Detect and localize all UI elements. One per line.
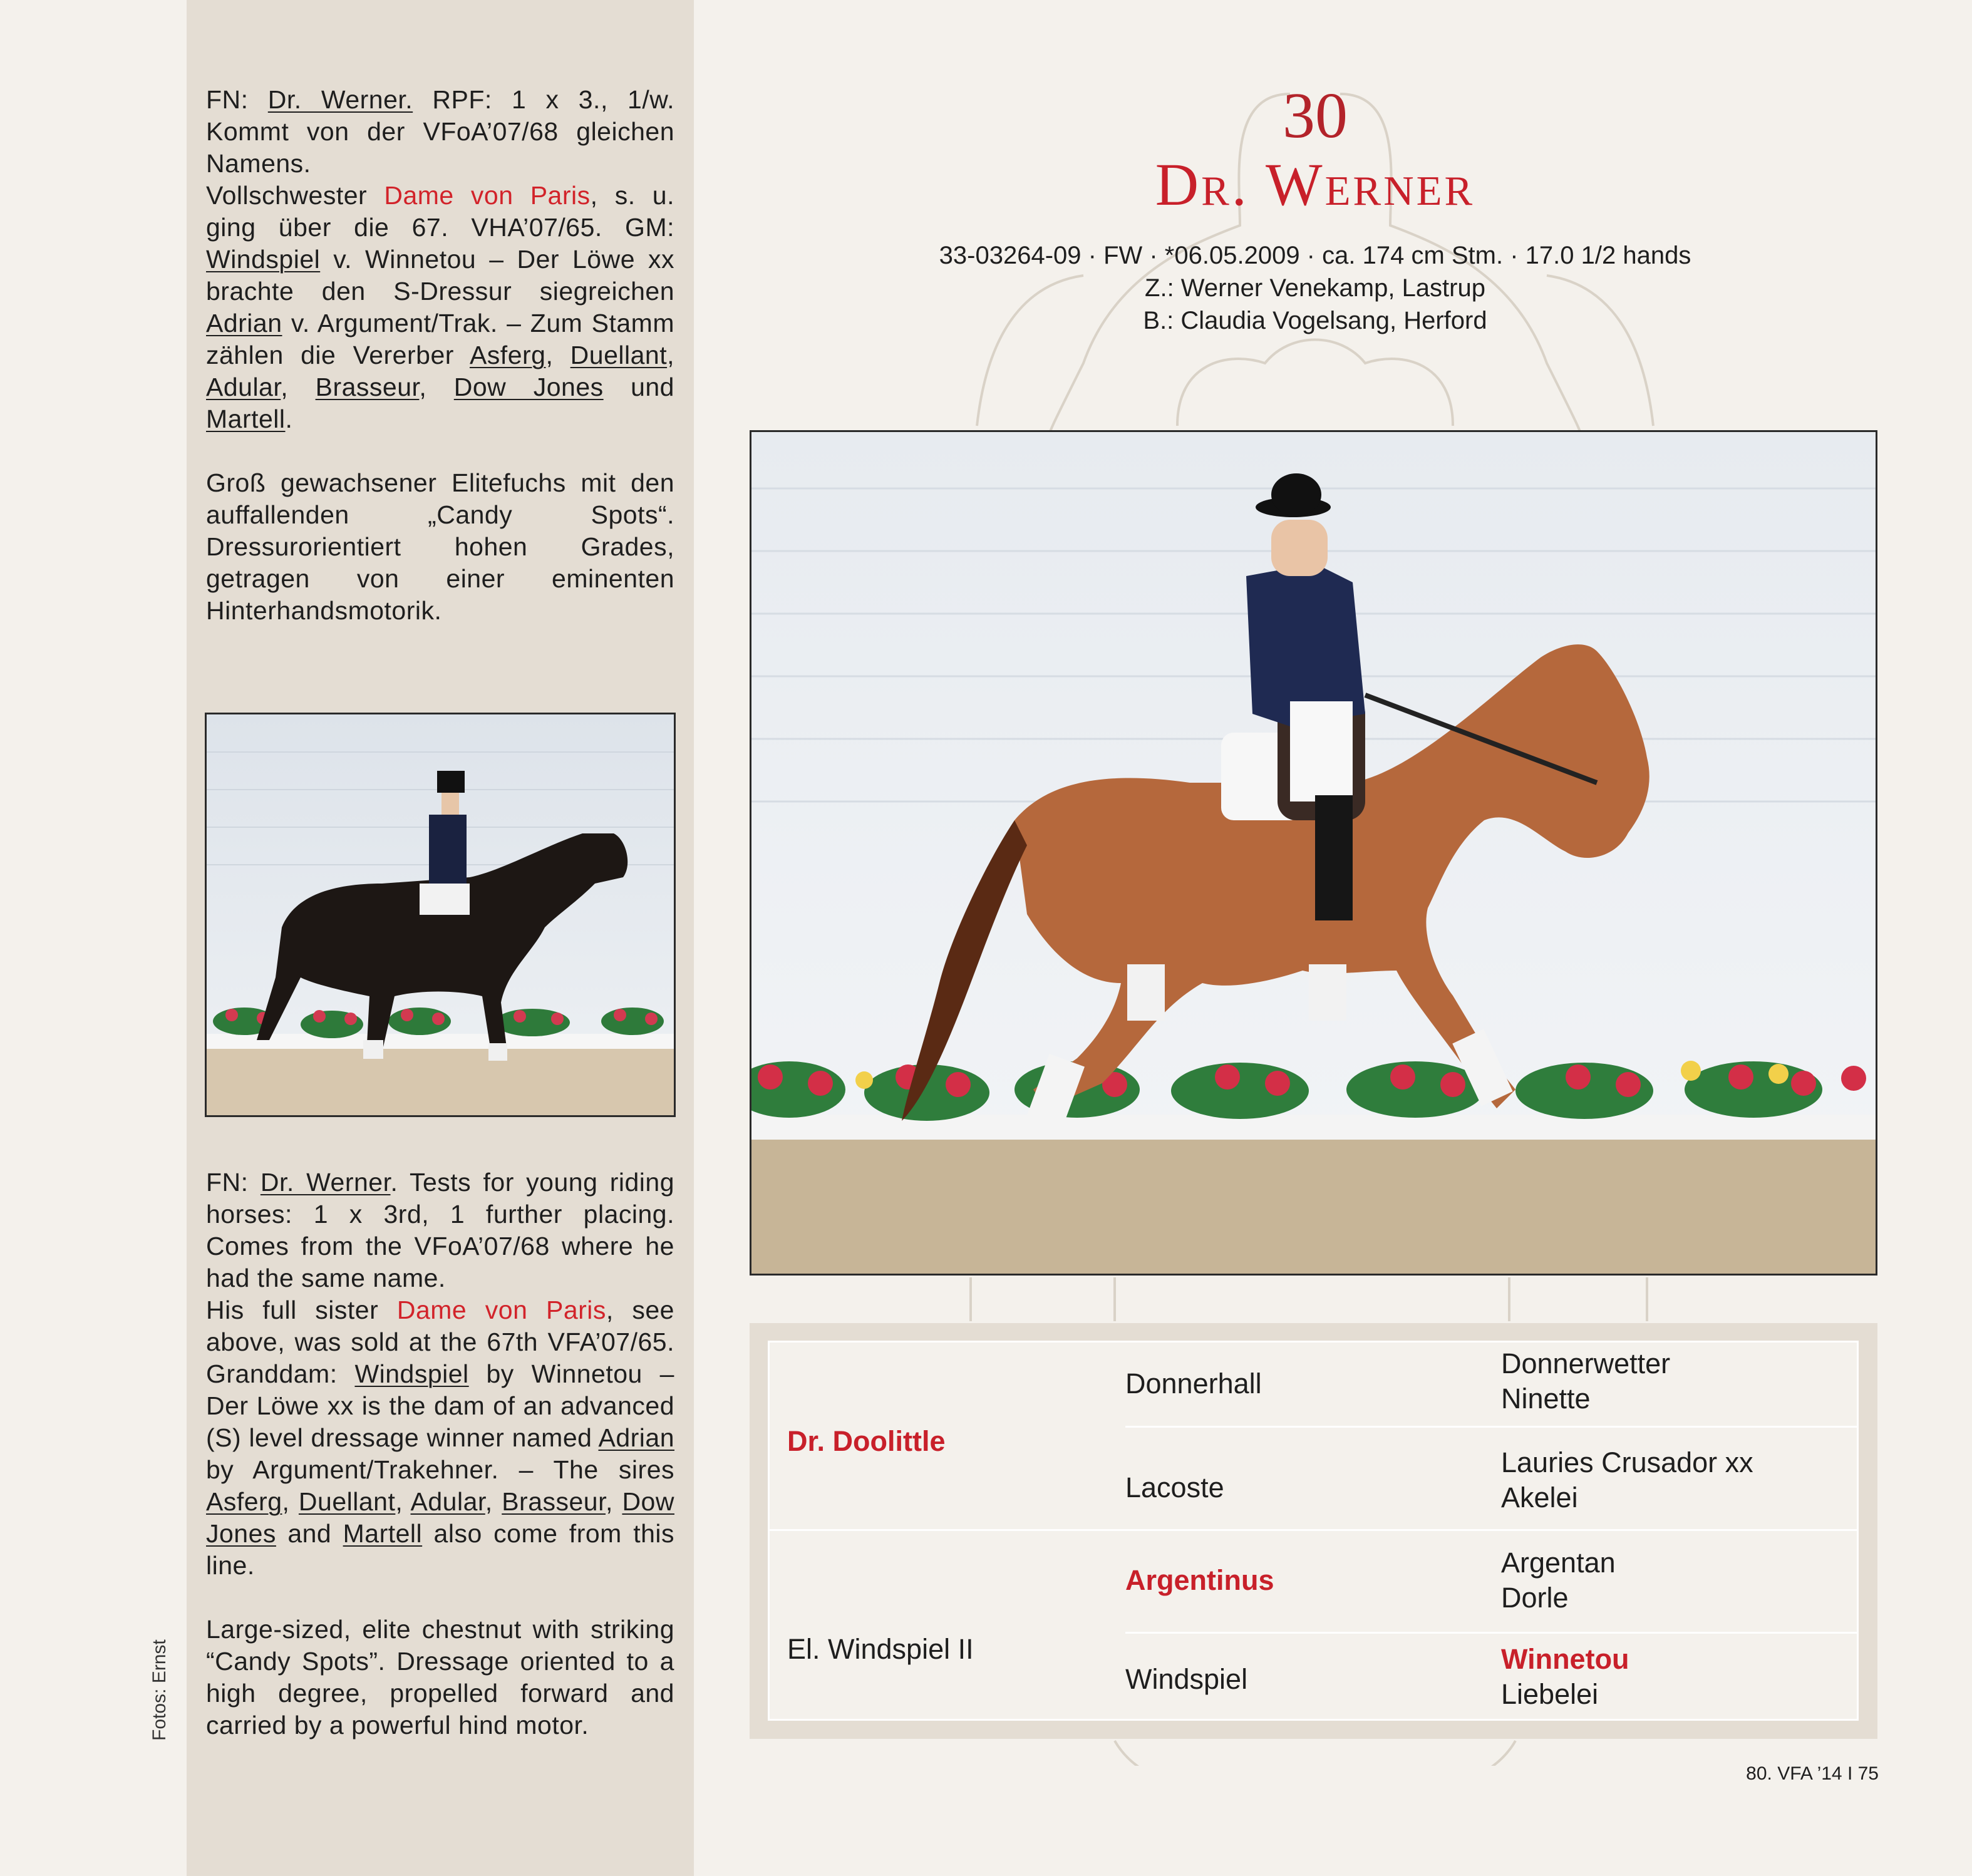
underlined-name: Brasseur xyxy=(502,1487,606,1516)
underlined-name: Dow Jones xyxy=(206,1487,674,1548)
photo-credit: Fotos: Ernst xyxy=(149,1639,170,1741)
underlined-name: Dr. Werner. xyxy=(267,85,413,114)
text-run: , xyxy=(281,373,316,401)
text-run: also come from this line. xyxy=(206,1519,674,1580)
underlined-name: Adrian xyxy=(206,309,282,338)
highlighted-name: Dame von Paris xyxy=(396,1296,606,1324)
text-run: Large-sized, elite chestnut with striking “Candy Spots”. Dressage oriented to a high degree, propelled forward and carried by a powerful hind motor. xyxy=(206,1615,674,1739)
pedigree-sire: Dr. Doolittle xyxy=(787,1425,946,1457)
text-run: FN: xyxy=(206,1168,261,1197)
german-description xyxy=(206,84,674,627)
text-run: v. Argument/Trak. – Zum Stamm zählen die Vererber xyxy=(206,309,674,369)
text-run: , xyxy=(395,1487,411,1516)
horse-info-line: 33-03264-09 · FW · *06.05.2009 · ca. 174 cm Stm. · 17.0 1/2 hands xyxy=(939,242,1691,269)
breeder-line: Z.: Werner Venekamp, Lastrup xyxy=(1145,274,1485,302)
pedigree-dam: El. Windspiel II xyxy=(787,1633,974,1665)
pedigree-sire-sire: Donnerhall xyxy=(1125,1368,1262,1399)
dam-sister-photo xyxy=(205,713,676,1117)
text-run: FN: xyxy=(206,85,268,114)
pedigree-dam-dam: Windspiel xyxy=(1125,1663,1248,1695)
underlined-name: Asferg xyxy=(469,341,546,369)
text-run: , xyxy=(485,1487,502,1516)
underlined-name: Dow Jones xyxy=(453,373,604,401)
pedigree-ss-sire: Donnerwetter xyxy=(1501,1348,1671,1379)
text-run: , xyxy=(419,373,454,401)
underlined-name: Windspiel xyxy=(354,1359,469,1388)
pedigree-sire-dam: Lacoste xyxy=(1125,1471,1224,1503)
text-run: . xyxy=(285,405,293,433)
german-paragraph-1 xyxy=(206,84,674,180)
text-run: His full sister xyxy=(206,1296,397,1324)
german-paragraph-2 xyxy=(206,180,674,435)
text-run: Vollschwester xyxy=(206,181,385,210)
page-number: 80. VFA ’14 I 75 xyxy=(1746,1763,1879,1784)
text-run: und xyxy=(603,373,674,401)
underlined-name: Asferg xyxy=(206,1487,282,1516)
pedigree-table xyxy=(768,1341,1859,1721)
pedigree-ds-dam: Dorle xyxy=(1501,1582,1569,1614)
pedigree-dd-dam: Liebelei xyxy=(1501,1678,1599,1710)
text-run: by Winnetou – Der Löwe xx is the dam of an advanced (S) level dressage winner named xyxy=(206,1359,674,1452)
text-run: , xyxy=(545,341,570,369)
dressage-black-horse-image xyxy=(207,714,674,1115)
pedigree-dam-sire: Argentinus xyxy=(1125,1564,1274,1596)
dressage-chestnut-horse-image xyxy=(751,432,1876,1274)
main-horse-photo xyxy=(750,430,1877,1276)
english-description xyxy=(206,1167,674,1741)
text-run: . Tests for young riding horses: 1 x 3rd, 1 further placing. Comes from the VFoA’07/68 where he had the same name. xyxy=(206,1168,674,1292)
text-run: , xyxy=(667,341,674,369)
underlined-name: Adular xyxy=(410,1487,485,1516)
text-run: v. Winnetou – Der Löwe xx brachte den S-Dressur siegreichen xyxy=(206,245,674,306)
pedigree-sd-dam: Akelei xyxy=(1501,1482,1578,1513)
text-run: RPF: 1 x 3., 1/w. Kommt von der VFoA’07/68 gleichen Namens. xyxy=(206,85,674,178)
underlined-name: Windspiel xyxy=(206,245,321,274)
underlined-name: Adrian xyxy=(598,1423,674,1452)
text-run: , s. u. ging über die 67. VHA’07/65. GM: xyxy=(206,181,674,242)
text-run: by Argument/Trakehner. – The sires xyxy=(206,1455,674,1484)
owner-line: B.: Claudia Vogelsang, Herford xyxy=(1143,307,1487,334)
underlined-name: Duellant xyxy=(570,341,668,369)
underlined-name: Martell xyxy=(343,1519,423,1548)
pedigree-ss-dam: Ninette xyxy=(1501,1383,1591,1415)
underlined-name: Adular xyxy=(206,373,281,401)
text-run: , xyxy=(606,1487,622,1516)
pedigree-sd-sire: Lauries Crusador xx xyxy=(1501,1446,1753,1478)
german-paragraph-3 xyxy=(206,467,674,627)
text-run: , xyxy=(282,1487,299,1516)
underlined-name: Martell xyxy=(206,405,286,433)
underlined-name: Dr. Werner xyxy=(260,1168,391,1197)
underlined-name: Brasseur xyxy=(315,373,420,401)
text-run: Groß gewachsener Elitefuchs mit den auffallenden „Candy Spots“. Dressurorientiert hohen Grades, getragen von einer eminenten Hinterhandsmotorik. xyxy=(206,468,674,625)
english-paragraph-2 xyxy=(206,1294,674,1582)
pedigree-ds-sire: Argentan xyxy=(1501,1547,1616,1579)
english-paragraph-1 xyxy=(206,1167,674,1294)
text-run: , see above, was sold at the 67th VFA’07/65. Granddam: xyxy=(206,1296,674,1388)
highlighted-name: Dame von Paris xyxy=(384,181,591,210)
lot-number: 30 xyxy=(1283,80,1348,152)
horse-name: Dr. Werner xyxy=(1155,151,1475,218)
underlined-name: Duellant xyxy=(298,1487,396,1516)
english-paragraph-3 xyxy=(206,1614,674,1741)
text-run: and xyxy=(276,1519,343,1548)
pedigree-dd-sire: Winnetou xyxy=(1501,1643,1629,1675)
